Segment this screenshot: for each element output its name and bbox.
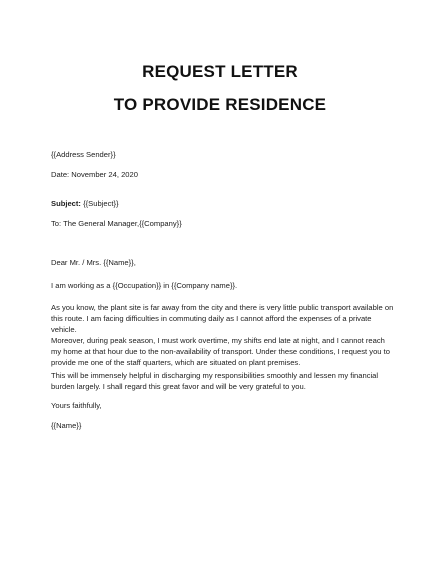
letter-date: Date: November 24, 2020 bbox=[51, 170, 138, 179]
subject-value: {{Subject}} bbox=[80, 199, 119, 208]
subject-line bbox=[51, 198, 396, 209]
paragraph-request: Moreover, during peak season, I must work overtime, my shifts end late at night, and I cannot reach my home at that hour due to the non-availability of transport. Under these conditions, I request you to provide me one of the staff quarters, which are situated on plant premises. bbox=[51, 336, 390, 367]
closing: Yours faithfully, bbox=[51, 401, 102, 410]
paragraph-occupation: I am working as a {{Occupation}} in {{Company name}}. bbox=[51, 281, 238, 290]
subject-label: Subject: bbox=[51, 199, 81, 208]
signature-name: {{Name}} bbox=[51, 421, 82, 430]
salutation: Dear Mr. / Mrs. {{Name}}, bbox=[51, 258, 136, 267]
sender-address: {{Address Sender}} bbox=[51, 150, 116, 159]
letter-title-line1: REQUEST LETTER bbox=[142, 62, 298, 81]
recipient-line: To: The General Manager,{{Company}} bbox=[51, 219, 182, 228]
paragraph-gratitude: This will be immensely helpful in discharging my responsibilities smoothly and lessen my financial burden largely. I shall regard this great favor and will be very grateful to you. bbox=[51, 371, 379, 391]
paragraph-commute: As you know, the plant site is far away from the city and there is very little public transport available on this route. I am facing difficulties in commuting daily as I cannot afford the expenses of a private vehicle. bbox=[51, 303, 394, 334]
letter-title-line2: TO PROVIDE RESIDENCE bbox=[113, 95, 327, 114]
